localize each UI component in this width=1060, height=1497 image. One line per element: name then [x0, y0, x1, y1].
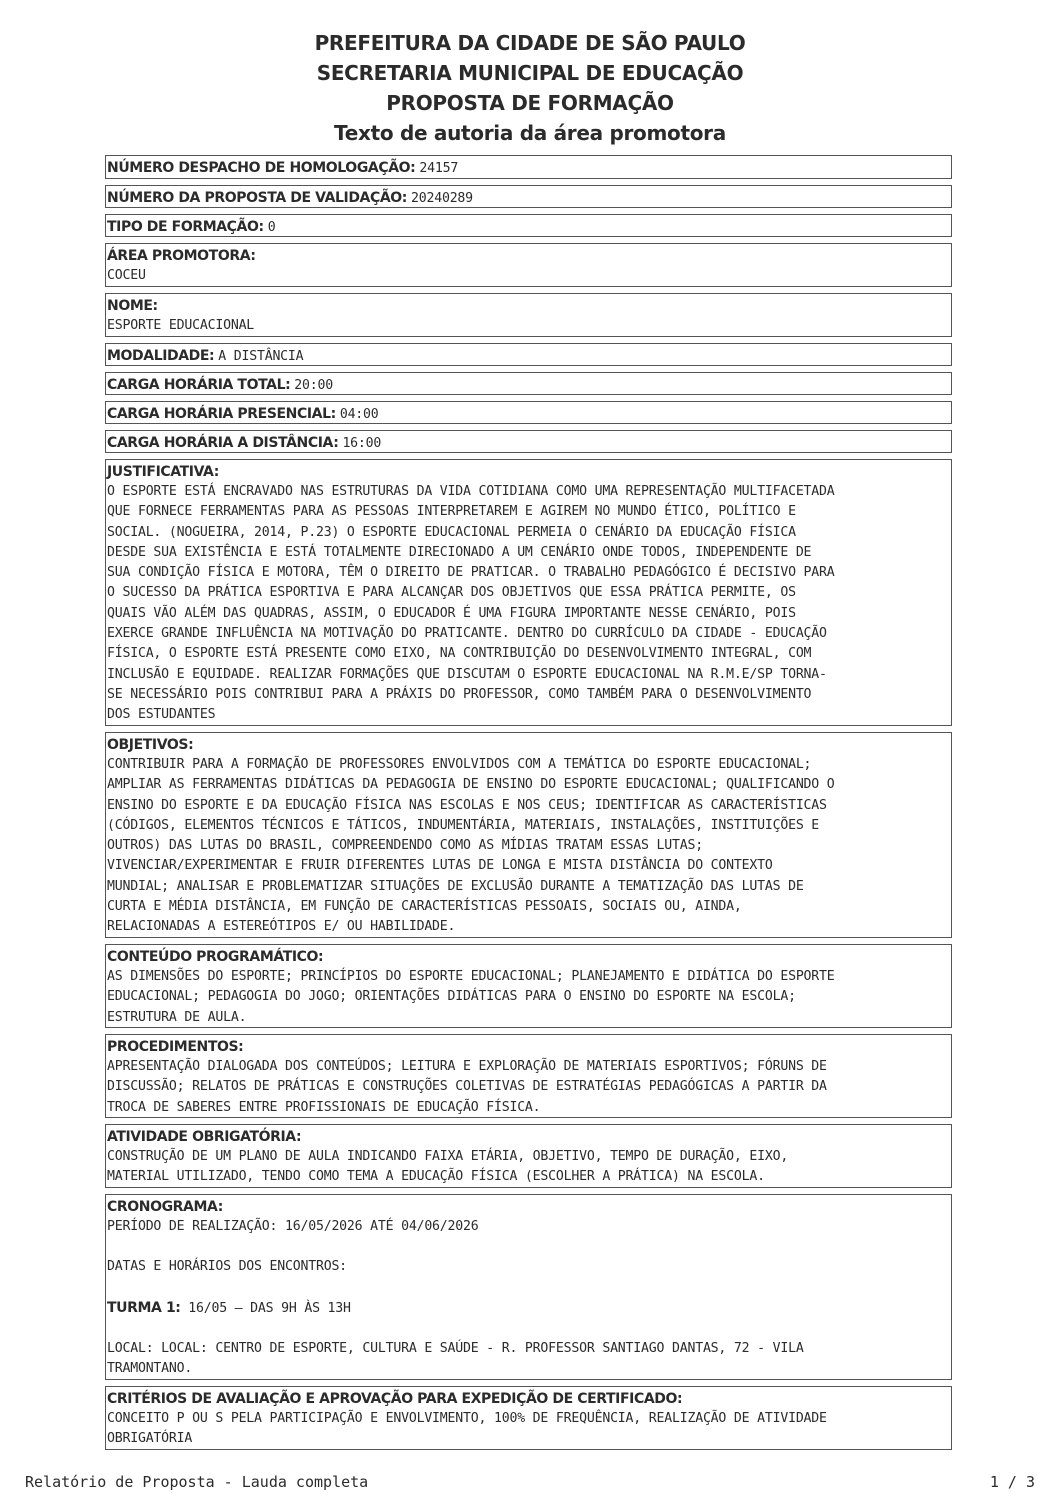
field-procedimentos — [105, 1034, 952, 1118]
field-conteudo-programatico — [105, 944, 952, 1028]
field-label: NÚMERO DA PROPOSTA DE VALIDAÇÃO: — [107, 190, 407, 206]
proposal-fields — [105, 155, 952, 1456]
blank-line — [107, 1319, 950, 1339]
cronograma-turma — [107, 1298, 950, 1319]
field-label: CARGA HORÁRIA TOTAL: — [107, 377, 291, 393]
cronograma-local: LOCAL: LOCAL: CENTRO DE ESPORTE, CULTURA E SAÚDE - R. PROFESSOR SANTIAGO DANTAS, 72 - VILA TRAMONTANO. — [107, 1340, 804, 1377]
field-despacho — [105, 155, 952, 179]
field-carga-total — [105, 372, 952, 395]
field-value: 24157 — [419, 161, 459, 176]
field-value: O ESPORTE ESTÁ ENCRAVADO NAS ESTRUTURAS DA VIDA COTIDIANA COMO UMA REPRESENTAÇÃO MULTIFACETADA QUE FORNECE FERRAMENTAS PARA AS PESSOAS INTERPRETAREM E AGIREM NO MUNDO ÉTICO, POLÍTICO E SOCIAL. (NOGUEIRA, 2014, P.23) O ESPORTE EDUCACIONAL PERMEIA O CENÁRIO DA EDUCAÇÃO FÍSICA DESDE SUA EXISTÊNCIA E ESTÁ TOTALMENTE DIRECIONADO A UM CENÁRIO ONDE TODOS, INDEPENDENTE DE SUA CONDIÇÃO FÍSICA E MOTORA, TÊM O DIREITO DE PRATICAR. O TRABALHO PEDAGÓGICO É DECISIVO PARA O SUCESSO DA PRÁTICA ESPORTIVA E PARA ALCANÇAR DOS OBJETIVOS QUE ESSA PRÁTICA PERMITE, OS QUAIS VÃO ALÉM DAS QUADRAS, ASSIM, O EDUCADOR É UMA FIGURA IMPORTANTE NESSE CENÁRIO, POIS EXERCE GRANDE INFLUÊNCIA NA MOTIVAÇÃO DO PRATICANTE. DENTRO DO CURRÍCULO DA CIDADE - EDUCAÇÃO FÍSICA, O ESPORTE ESTÁ PRESENTE COMO EIXO, NA CONTRIBUIÇÃO DO DESENVOLVIMENTO INTEGRAL, COM INCLUSÃO E EQUIDADE. REALIZAR FORMAÇÕES QUE DISCUTAM O ESPORTE EDUCACIONAL NA R.M.E/SP TORNA- SE NECESSÁRIO POIS CONTRIBUI PARA A PRÁXIS DO PROFESSOR, COMO TAMBÉM PARA O DESENVOLVIMENTO DOS ESTUDANTES — [107, 484, 835, 723]
field-value: 20:00 — [294, 378, 333, 393]
page-number: 1 / 3 — [989, 1473, 1035, 1491]
field-value: AS DIMENSÕES DO ESPORTE; PRINCÍPIOS DO ESPORTE EDUCACIONAL; PLANEJAMENTO E DIDÁTICA DO ESPORTE EDUCACIONAL; PEDAGOGIA DO JOGO; ORIENTAÇÕES DIDÁTICAS PARA O ENSINO DO ESPORTE NA ESCOLA; ESTRUTURA DE AULA. — [107, 969, 835, 1025]
field-value: 20240289 — [411, 191, 473, 206]
field-value: CONCEITO P OU S PELA PARTICIPAÇÃO E ENVOLVIMENTO, 100% DE FREQUÊNCIA, REALIZAÇÃO DE ATIVIDADE OBRIGATÓRIA — [107, 1411, 827, 1447]
field-label: CRITÉRIOS DE AVALIAÇÃO E APROVAÇÃO PARA EXPEDIÇÃO DE CERTIFICADO: — [107, 1391, 683, 1407]
cronograma-datas: DATAS E HORÁRIOS DOS ENCONTROS: — [107, 1259, 347, 1275]
field-carga-distancia — [105, 430, 952, 453]
field-value: 0 — [267, 220, 276, 235]
turma-label: TURMA 1: — [107, 1299, 181, 1316]
field-cronograma — [105, 1194, 952, 1380]
field-atividade-obrigatoria — [105, 1124, 952, 1188]
field-carga-presencial — [105, 401, 952, 424]
field-value: APRESENTAÇÃO DIALOGADA DOS CONTEÚDOS; LEITURA E EXPLORAÇÃO DE MATERIAIS ESPORTIVOS; FÓRUNS DE DISCUSSÃO; RELATOS DE PRÁTICAS E CONSTRUÇÕES COLETIVAS DE ESTRATÉGIAS PEDAGÓGICAS A PARTIR DA TROCA DE SABERES ENTRE PROFISSIONAIS DE EDUCAÇÃO FÍSICA. — [107, 1059, 827, 1115]
field-value: ESPORTE EDUCACIONAL — [107, 318, 255, 333]
field-label: NOME: — [107, 298, 158, 314]
field-label: CARGA HORÁRIA PRESENCIAL: — [107, 406, 336, 422]
footer-title: Relatório de Proposta - Lauda completa — [25, 1473, 369, 1491]
turma-value: 16/05 – DAS 9H ÀS 13H — [188, 1300, 351, 1316]
field-label: ATIVIDADE OBRIGATÓRIA: — [107, 1129, 302, 1145]
field-tipo — [105, 214, 952, 237]
field-value: CONTRIBUIR PARA A FORMAÇÃO DE PROFESSORES ENVOLVIDOS COM A TEMÁTICA DO ESPORTE EDUCACIONAL; AMPLIAR AS FERRAMENTAS DIDÁTICAS DA PEDAGOGIA DE ENSINO DO ESPORTE EDUCACIONAL; QUALIFICANDO O ENSINO DO ESPORTE E DA EDUCAÇÃO FÍSICA NAS ESCOLAS E NOS CEUS; IDENTIFICAR AS CARACTERÍSTICAS (CÓDIGOS, ELEMENTOS TÉCNICOS E TÁTICOS, INDUMENTÁRIA, MATERIAIS, INSTALAÇÕES, INSTITUIÇÕES E OUTROS) DAS LUTAS DO BRASIL, COMPREENDENDO COMO AS MÍDIAS TRATAM ESSAS LUTAS; VIVENCIAR/EXPERIMENTAR E FRUIR DIFERENTES LUTAS DE LONGA E MISTA DISTÂNCIA DO CONTEXTO MUNDIAL; ANALISAR E PROBLEMATIZAR SITUAÇÕES DE EXCLUSÃO DURANTE A TEMATIZAÇÃO DAS LUTAS DE CURTA E MÉDIA DISTÂNCIA, EM FUNÇÃO DE CARACTERÍSTICAS PESSOAIS, SOCIAIS OU, AINDA, RELACIONADAS A ESTEREÓTIPOS E/ OU HABILIDADE. — [107, 757, 835, 935]
field-proposta — [105, 185, 952, 208]
header-prefeitura: PREFEITURA DA CIDADE DE SÃO PAULO — [314, 31, 746, 55]
blank-line — [107, 1278, 950, 1298]
field-nome — [105, 293, 952, 337]
field-label: TIPO DE FORMAÇÃO: — [107, 219, 264, 235]
field-label: PROCEDIMENTOS: — [107, 1039, 244, 1055]
field-modalidade — [105, 343, 952, 366]
field-label: JUSTIFICATIVA: — [107, 464, 219, 480]
field-criterios — [105, 1386, 952, 1450]
field-value: CONSTRUÇÃO DE UM PLANO DE AULA INDICANDO FAIXA ETÁRIA, OBJETIVO, TEMPO DE DURAÇÃO, EIXO, MATERIAL UTILIZADO, TENDO COMO TEMA A EDUCAÇÃO FÍSICA (ESCOLHER A PRÁTICA) NA ESCOLA. — [107, 1149, 789, 1185]
field-value: A DISTÂNCIA — [218, 349, 304, 364]
field-label: CONTEÚDO PROGRAMÁTICO: — [107, 949, 324, 965]
header-secretaria: SECRETARIA MUNICIPAL DE EDUCAÇÃO — [316, 61, 744, 85]
field-label: OBJETIVOS: — [107, 737, 194, 753]
field-value: COCEU — [107, 268, 146, 283]
cronograma-periodo: PERÍODO DE REALIZAÇÃO: 16/05/2026 ATÉ 04/06/2026 — [107, 1219, 479, 1234]
field-objetivos — [105, 732, 952, 938]
header-subtitle: Texto de autoria da área promotora — [334, 121, 726, 145]
blank-line — [107, 1237, 950, 1257]
field-label: MODALIDADE: — [107, 348, 215, 364]
field-value: 04:00 — [339, 407, 379, 422]
header-proposta: PROPOSTA DE FORMAÇÃO — [386, 91, 674, 115]
field-label: NÚMERO DESPACHO DE HOMOLOGAÇÃO: — [107, 160, 416, 176]
field-label: CRONOGRAMA: — [107, 1199, 223, 1215]
field-label: CARGA HORÁRIA A DISTÂNCIA: — [107, 435, 339, 451]
document-header — [0, 28, 1060, 148]
field-value: 16:00 — [342, 436, 382, 451]
field-justificativa — [105, 459, 952, 726]
field-area-promotora — [105, 243, 952, 287]
field-label: ÁREA PROMOTORA: — [107, 248, 256, 264]
